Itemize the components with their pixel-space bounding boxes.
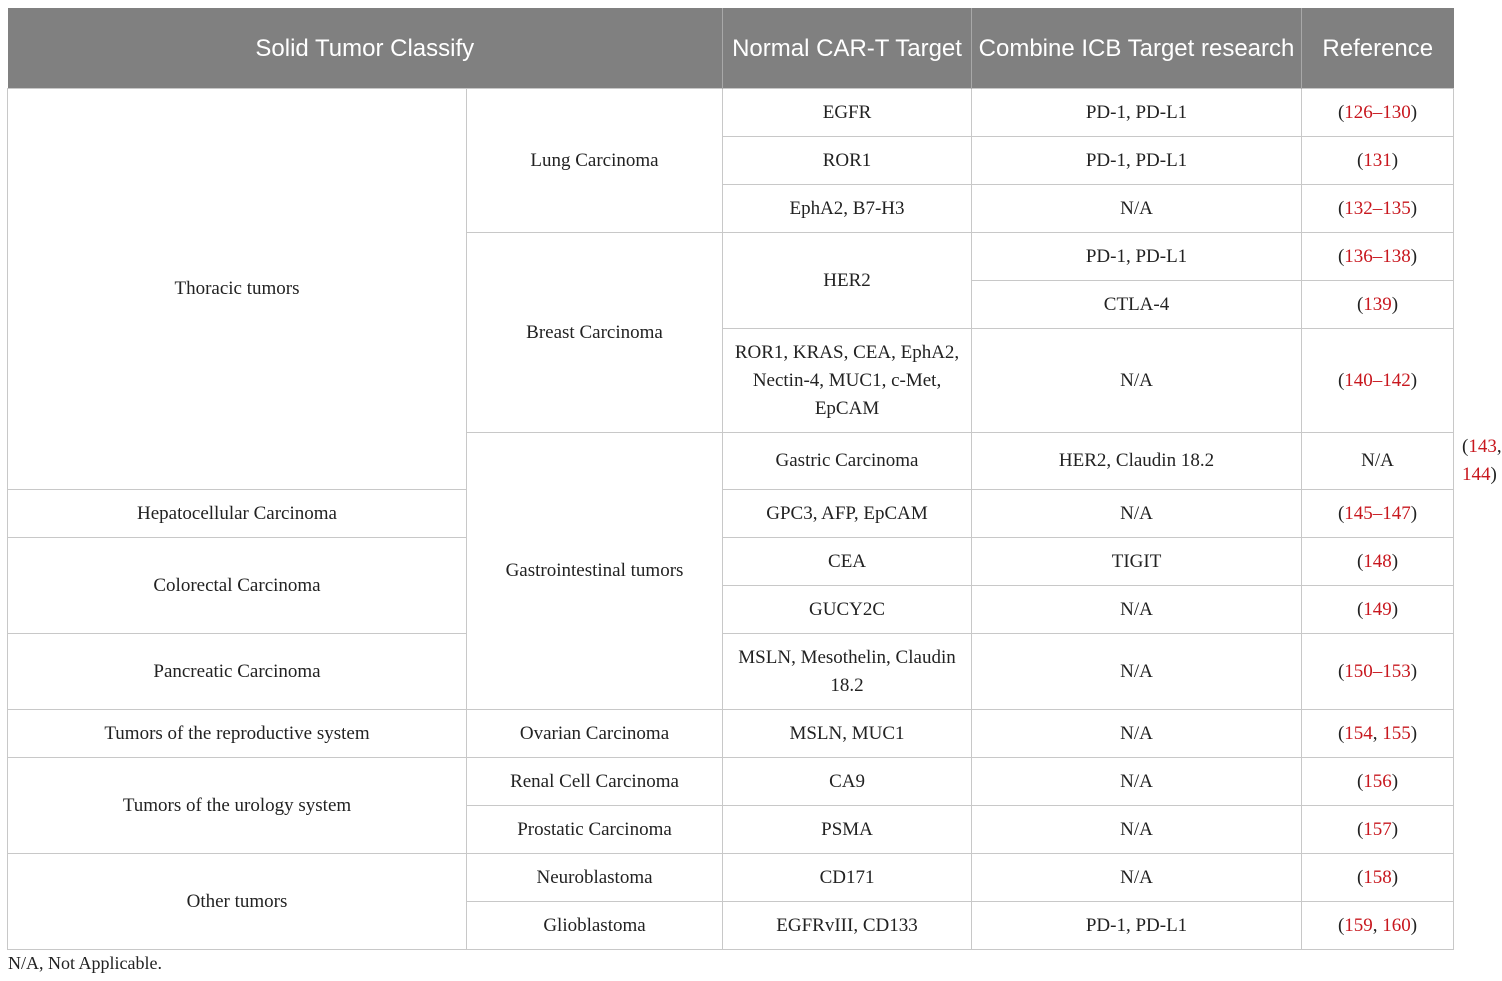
reference-link[interactable]: 153: [1382, 660, 1411, 682]
reference-link[interactable]: 157: [1363, 818, 1392, 840]
table-row: [8, 634, 1454, 710]
cart-target: MSLN, MUC1: [723, 710, 972, 758]
cart-target: CEA: [723, 538, 972, 586]
reference-link[interactable]: 132: [1344, 197, 1373, 219]
car-t-table: [7, 8, 1502, 950]
reference-link[interactable]: 154: [1344, 722, 1373, 744]
reference-link[interactable]: 139: [1363, 293, 1392, 315]
reference-cell: (154, 155): [1302, 710, 1454, 758]
reference-link[interactable]: 145: [1344, 502, 1373, 524]
cart-target: EGFRvIII, CD133: [723, 902, 972, 950]
reference-separator: –: [1372, 369, 1383, 391]
cart-target: GUCY2C: [723, 586, 972, 634]
reference-cell: (131): [1302, 137, 1454, 185]
group-reproductive-tumors: Tumors of the reproductive system: [8, 710, 467, 758]
reference-separator: –: [1372, 660, 1383, 682]
tumor-colorectal-carcinoma: Colorectal Carcinoma: [8, 538, 467, 634]
tumor-renal-cell-carcinoma: Renal Cell Carcinoma: [467, 758, 723, 806]
reference-cell: (126–130): [1302, 89, 1454, 137]
tumor-prostatic-carcinoma: Prostatic Carcinoma: [467, 806, 723, 854]
reference-cell: (132–135): [1302, 185, 1454, 233]
tumor-hepatocellular-carcinoma: Hepatocellular Carcinoma: [8, 490, 467, 538]
cart-target: GPC3, AFP, EpCAM: [723, 490, 972, 538]
table-row: [8, 89, 1454, 137]
reference-link[interactable]: 142: [1382, 369, 1411, 391]
reference-link[interactable]: 149: [1363, 598, 1392, 620]
reference-link[interactable]: 131: [1363, 149, 1392, 171]
tumor-neuroblastoma: Neuroblastoma: [467, 854, 723, 902]
reference-link[interactable]: 138: [1382, 245, 1411, 267]
header-row: [8, 8, 1454, 89]
table-row: [8, 538, 1454, 586]
reference-cell: (139): [1302, 281, 1454, 329]
reference-link[interactable]: 143: [1468, 436, 1497, 457]
reference-separator: –: [1372, 101, 1383, 123]
icb-target: PD-1, PD-L1: [972, 137, 1302, 185]
group-other-tumors: Other tumors: [8, 854, 467, 950]
reference-cell: (158): [1302, 854, 1454, 902]
cart-target: HER2: [723, 233, 972, 329]
reference-link[interactable]: 130: [1382, 101, 1411, 123]
table-row: [8, 758, 1454, 806]
icb-target: N/A: [972, 490, 1302, 538]
icb-target: PD-1, PD-L1: [972, 89, 1302, 137]
cart-target: EGFR: [723, 89, 972, 137]
icb-target: PD-1, PD-L1: [972, 902, 1302, 950]
reference-separator: ,: [1496, 436, 1502, 457]
table-row: [8, 710, 1454, 758]
table-row: [8, 854, 1454, 902]
icb-target: CTLA-4: [972, 281, 1302, 329]
icb-target: PD-1, PD-L1: [972, 233, 1302, 281]
reference-link[interactable]: 135: [1382, 197, 1411, 219]
reference-cell: (140–142): [1302, 329, 1454, 433]
table-row: [8, 490, 1454, 538]
tumor-pancreatic-carcinoma: Pancreatic Carcinoma: [8, 634, 467, 710]
reference-separator: –: [1372, 197, 1383, 219]
footnote: N/A, Not Applicable.: [8, 953, 162, 973]
reference-separator: –: [1372, 245, 1383, 267]
reference-cell: (159, 160): [1302, 902, 1454, 950]
reference-separator: ,: [1372, 722, 1383, 744]
icb-target: N/A: [972, 758, 1302, 806]
reference-separator: ,: [1372, 914, 1383, 936]
icb-target: N/A: [972, 185, 1302, 233]
tumor-gastric-carcinoma: Gastric Carcinoma: [723, 433, 972, 490]
icb-target: N/A: [972, 854, 1302, 902]
reference-link[interactable]: 136: [1344, 245, 1373, 267]
tumor-glioblastoma: Glioblastoma: [467, 902, 723, 950]
header-reference: Reference: [1302, 8, 1454, 89]
cart-target: CA9: [723, 758, 972, 806]
reference-cell: (148): [1302, 538, 1454, 586]
cart-target: EphA2, B7-H3: [723, 185, 972, 233]
header-normal-car-t-target: Normal CAR-T Target: [723, 8, 972, 89]
table-row: Gastrointestinal tumors Gastric Carcinoma HER2, Claudin 18.2 N/A (143, 144): [8, 433, 1454, 490]
reference-cell: (149): [1302, 586, 1454, 634]
icb-target: N/A: [1302, 433, 1454, 490]
reference-cell: (150–153): [1302, 634, 1454, 710]
cart-target: MSLN, Mesothelin, Claudin 18.2: [723, 634, 972, 710]
cart-target: CD171: [723, 854, 972, 902]
reference-link[interactable]: 155: [1382, 722, 1411, 744]
header-combine-icb-target: Combine ICB Target research: [972, 8, 1302, 89]
reference-link[interactable]: 156: [1363, 770, 1392, 792]
tumor-breast-carcinoma: Breast Carcinoma: [467, 233, 723, 433]
reference-cell: (145–147): [1302, 490, 1454, 538]
tumor-lung-carcinoma: Lung Carcinoma: [467, 89, 723, 233]
reference-separator: –: [1372, 502, 1383, 524]
header-solid-tumor-classify: Solid Tumor Classify: [8, 8, 723, 89]
reference-cell: (157): [1302, 806, 1454, 854]
icb-target: N/A: [972, 329, 1302, 433]
reference-link[interactable]: 160: [1382, 914, 1411, 936]
reference-link[interactable]: 150: [1344, 660, 1373, 682]
icb-target: N/A: [972, 634, 1302, 710]
icb-target: N/A: [972, 710, 1302, 758]
icb-target: TIGIT: [972, 538, 1302, 586]
group-urology-tumors: Tumors of the urology system: [8, 758, 467, 854]
reference-cell: (156): [1302, 758, 1454, 806]
reference-link[interactable]: 144: [1462, 464, 1491, 485]
reference-link[interactable]: 148: [1363, 550, 1392, 572]
cart-target: ROR1: [723, 137, 972, 185]
icb-target: N/A: [972, 806, 1302, 854]
cart-target: ROR1, KRAS, CEA, EphA2, Nectin-4, MUC1, c-Met, EpCAM: [723, 329, 972, 433]
reference-link[interactable]: 158: [1363, 866, 1392, 888]
tumor-ovarian-carcinoma: Ovarian Carcinoma: [467, 710, 723, 758]
reference-link[interactable]: 126: [1344, 101, 1373, 123]
cart-target: HER2, Claudin 18.2: [972, 433, 1302, 490]
reference-link[interactable]: 147: [1382, 502, 1411, 524]
reference-link[interactable]: 140: [1344, 369, 1373, 391]
icb-target: N/A: [972, 586, 1302, 634]
group-gastrointestinal-tumors: Gastrointestinal tumors: [467, 433, 723, 710]
reference-cell: (136–138): [1302, 233, 1454, 281]
cart-target: PSMA: [723, 806, 972, 854]
reference-link[interactable]: 159: [1344, 914, 1373, 936]
group-thoracic-tumors: Thoracic tumors: [8, 89, 467, 490]
